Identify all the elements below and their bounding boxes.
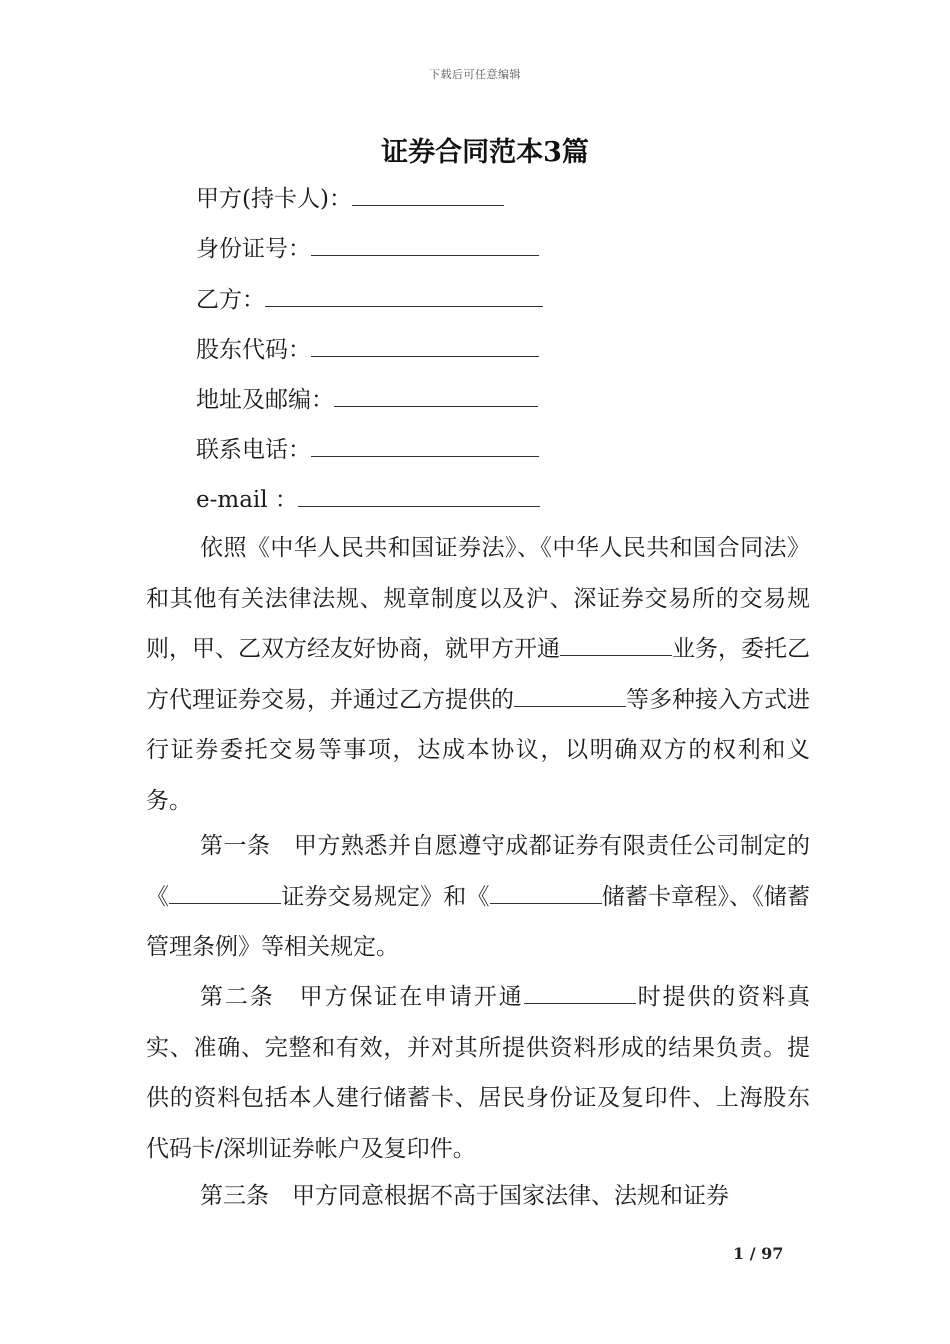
field-id-number-blank (311, 233, 539, 256)
field-phone-label: 联系电话： (196, 437, 311, 463)
article-1-text-b: 证券交易规定》和《 (281, 883, 490, 910)
article-1-text-a: 第一条 甲方熟悉并自愿遵守成都证券有限责任公司制定的《 (146, 833, 810, 910)
field-id-number-label: 身份证号： (196, 236, 311, 262)
field-party-a-label: 甲方(持卡人)： (196, 186, 352, 212)
paragraph-article-2 (146, 972, 810, 1174)
article-2-text-b: 时提供的资料真实、准确、完整和有效，并对其所提供资料形成的结果负责。提供的资料包括本人建行储蓄卡、居民身份证及复印件、上海股东代码卡/深圳证券帐户及复印件。 (146, 984, 811, 1162)
article-1-blank-rules (169, 883, 281, 904)
field-email (196, 484, 540, 515)
page-header-note: 下载后可任意编辑 (429, 68, 521, 81)
field-party-a (196, 183, 504, 214)
field-party-b-label: 乙方： (196, 287, 265, 313)
preamble-text-b: 业务，委托乙方代理证券交易，并通过乙方提供的 (146, 636, 810, 713)
field-email-blank (298, 484, 540, 507)
field-party-a-blank (352, 183, 504, 206)
field-shareholder-code-blank (311, 334, 539, 357)
preamble-blank-access (514, 686, 626, 707)
field-party-b (196, 284, 543, 315)
preamble-text-c: 等多种接入方式进行证券委托交易等事项，达成本协议，以明确双方的权利和义务。 (146, 686, 810, 814)
field-email-label: e-mail ： (196, 487, 298, 513)
field-phone (196, 434, 539, 465)
page-number: 1 / 97 (733, 1244, 784, 1263)
field-id-number (196, 233, 539, 264)
article-2-blank-service (524, 983, 636, 1004)
document-title: 证券合同范本3篇 (381, 137, 589, 168)
field-address (196, 384, 538, 415)
field-shareholder-code-label: 股东代码： (196, 337, 311, 363)
paragraph-article-3 (146, 1171, 810, 1222)
preamble-text-a: 依照《中华人民共和国证券法》、《中华人民共和国合同法》和其他有关法律法规、规章制度以及沪、深证券交易所的交易规则，甲、乙双方经友好协商，就甲方开通 (146, 535, 810, 662)
field-party-b-blank (265, 284, 543, 307)
article-1-blank-card (490, 883, 602, 904)
field-shareholder-code (196, 334, 539, 365)
preamble-blank-business (560, 635, 672, 656)
article-1-text-c: 储蓄卡章程》、《储蓄管理条例》等相关规定。 (146, 883, 811, 960)
article-3-text: 第三条 甲方同意根据不高于国家法律、法规和证券 (200, 1183, 729, 1209)
field-phone-blank (311, 434, 539, 457)
field-address-blank (334, 384, 538, 407)
field-address-label: 地址及邮编： (196, 387, 334, 413)
paragraph-article-1 (146, 821, 810, 973)
paragraph-preamble (146, 523, 810, 826)
article-2-text-a: 第二条 甲方保证在申请开通 (200, 984, 524, 1010)
